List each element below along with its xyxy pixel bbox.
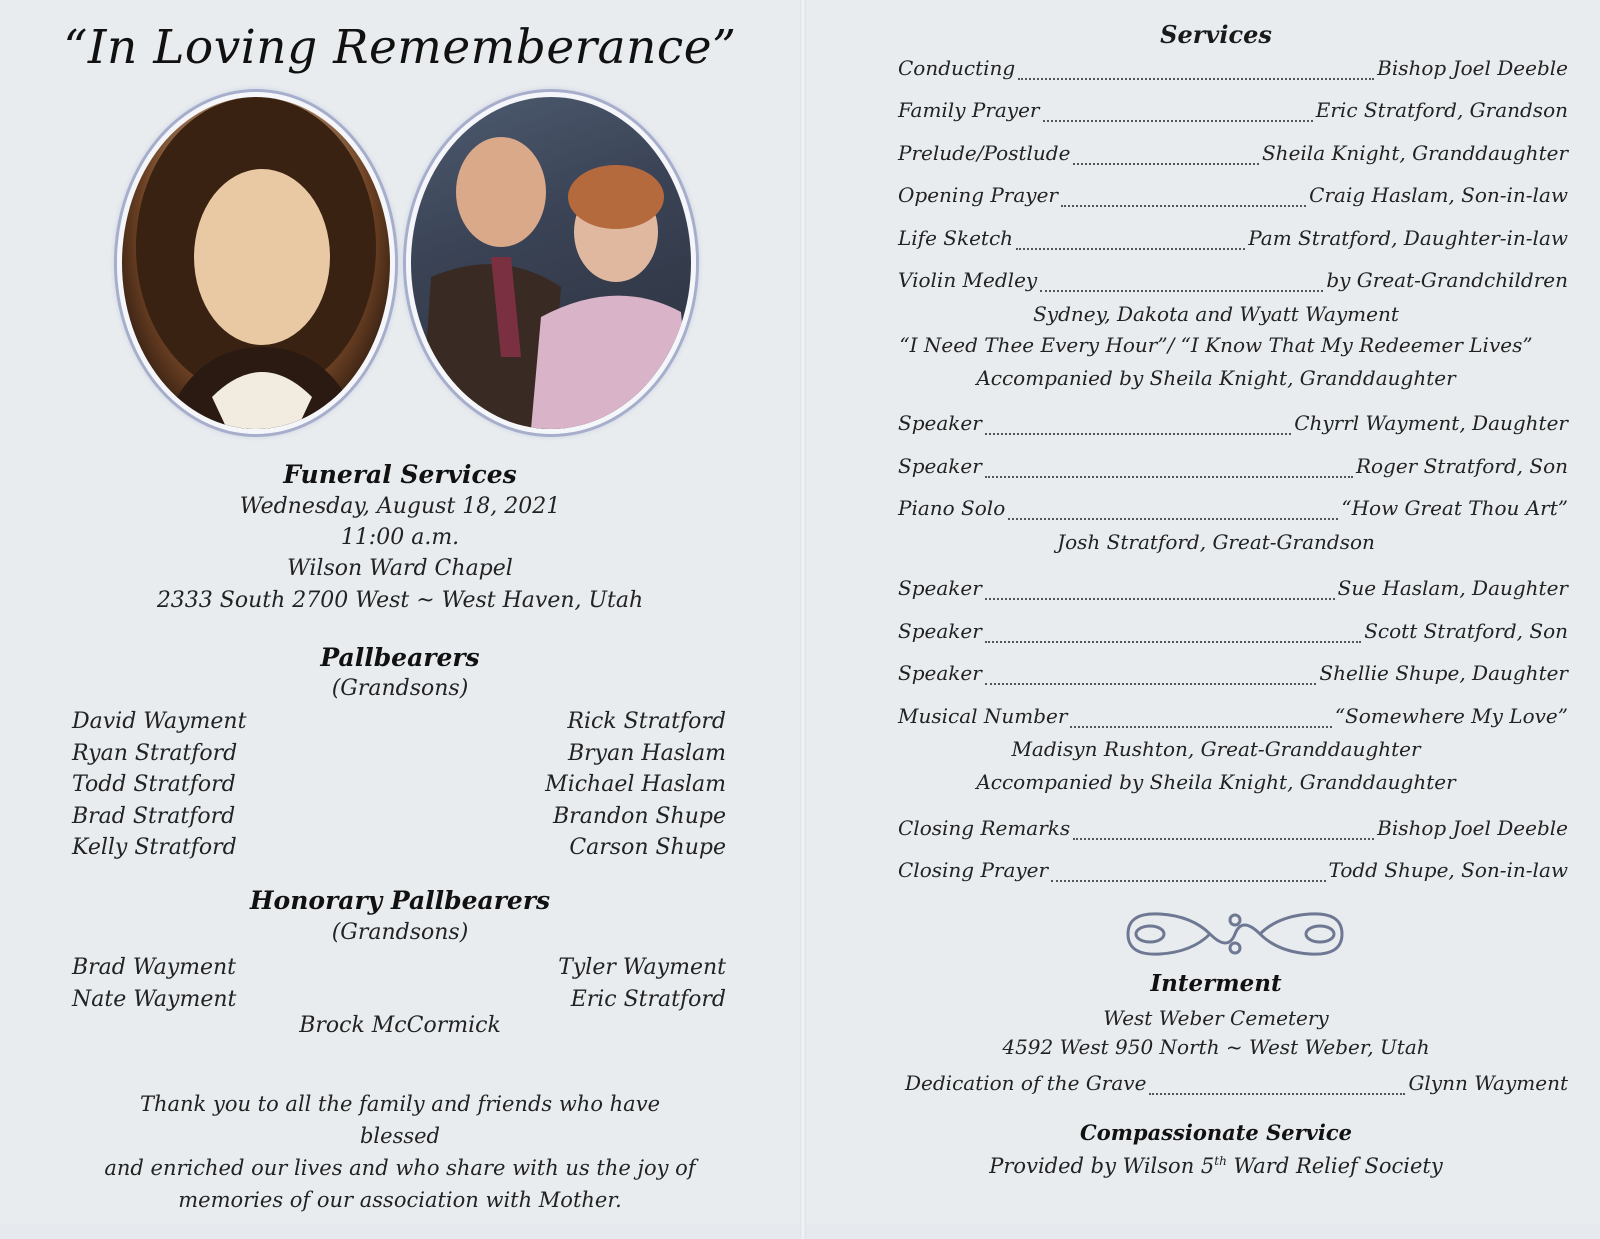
pallbearers-right-list — [545, 706, 726, 864]
service-value: Roger Stratford, Son — [1355, 454, 1568, 478]
service-label: Life Sketch — [898, 226, 1014, 250]
service-row-life-sketch — [898, 226, 1568, 258]
violin-note-accompanist: Accompanied by Sheila Knight, Granddaughter — [976, 366, 1456, 390]
list-item: Kelly Stratford — [72, 835, 237, 860]
musical-note-accompanist: Accompanied by Sheila Knight, Granddaughter — [976, 770, 1456, 794]
compassionate-heading: Compassionate Service — [1079, 1120, 1353, 1145]
dot-leader — [1040, 290, 1323, 292]
service-row-speaker — [898, 411, 1568, 443]
service-label: Speaker — [898, 454, 982, 478]
service-label: Opening Prayer — [898, 183, 1058, 207]
dot-leader — [985, 598, 1335, 600]
service-value: Scott Stratford, Son — [1364, 619, 1568, 643]
list-item: Nate Wayment — [72, 986, 237, 1012]
honorary-left-list — [72, 952, 236, 1015]
list-item: Tyler Wayment — [558, 955, 726, 980]
list-item: David Wayment — [72, 709, 247, 734]
dot-leader — [1070, 726, 1331, 728]
list-item: Rick Stratford — [567, 709, 726, 734]
honorary-center-name: Brock McCormick — [299, 1013, 501, 1038]
service-value: Chyrrl Wayment, Daughter — [1294, 411, 1568, 435]
flourish-ornament-icon — [1110, 906, 1360, 962]
portrait-photo-oval — [117, 92, 395, 434]
list-item: Michael Haslam — [545, 772, 726, 797]
service-row-opening-prayer — [898, 183, 1568, 215]
service-value: Shellie Shupe, Daughter — [1319, 661, 1568, 685]
funeral-time: 11:00 a.m. — [340, 525, 460, 550]
honorary-subheading: (Grandsons) — [331, 920, 469, 945]
thank-you-note — [100, 1088, 700, 1216]
service-row-speaker — [898, 619, 1568, 651]
compassionate-prefix: Provided by Wilson 5 — [989, 1154, 1215, 1178]
service-row-piano-solo — [898, 496, 1568, 528]
dot-leader — [985, 683, 1317, 685]
honorary-right-list — [558, 952, 726, 1015]
interment-place: West Weber Cemetery — [1103, 1006, 1329, 1030]
service-value: Sheila Knight, Granddaughter — [1261, 141, 1568, 165]
dot-leader — [1061, 205, 1306, 207]
service-label: Prelude/Postlude — [898, 141, 1071, 165]
dot-leader — [1008, 518, 1338, 520]
honorary-heading: Honorary Pallbearers — [249, 886, 551, 915]
service-row-speaker — [898, 454, 1568, 486]
list-item: Brad Wayment — [72, 955, 237, 980]
service-row-speaker — [898, 661, 1568, 693]
list-item: Brandon Shupe — [553, 803, 726, 829]
service-row-speaker — [898, 576, 1568, 608]
service-row-conducting — [898, 56, 1568, 88]
musical-note-performer: Madisyn Rushton, Great-Granddaughter — [1011, 737, 1421, 761]
pallbearers-left-list — [72, 706, 246, 864]
list-item: Todd Stratford — [72, 772, 236, 797]
funeral-address: 2333 South 2700 West ~ West Haven, Utah — [156, 588, 644, 613]
compassionate-line — [806, 1154, 1600, 1178]
compassionate-suffix: Ward Relief Society — [1226, 1154, 1443, 1178]
service-label: Closing Remarks — [898, 816, 1071, 840]
service-row-family-prayer — [898, 98, 1568, 130]
list-item: Eric Stratford — [570, 986, 726, 1012]
interment-address: 4592 West 950 North ~ West Weber, Utah — [1002, 1035, 1430, 1059]
dot-leader — [1051, 880, 1325, 882]
thanks-line: and enriched our lives and who share with us the joy of — [104, 1156, 696, 1180]
service-label: Conducting — [898, 56, 1016, 80]
dedication-label: Dedication of the Grave — [905, 1071, 1147, 1095]
piano-note-performer: Josh Stratford, Great-Grandson — [1057, 530, 1375, 554]
service-value: Sue Haslam, Daughter — [1337, 576, 1568, 600]
pallbearers-heading: Pallbearers — [320, 643, 480, 672]
funeral-heading: Funeral Services — [283, 460, 517, 489]
dedication-value: Glynn Wayment — [1408, 1071, 1568, 1095]
violin-note-songs: “I Need Thee Every Hour”/ “I Know That My Redeemer Lives” — [899, 333, 1533, 357]
service-label: Violin Medley — [898, 268, 1038, 292]
dot-leader — [1073, 163, 1259, 165]
service-value: Pam Stratford, Daughter-in-law — [1248, 226, 1568, 250]
ordinal-suffix: th — [1214, 1154, 1227, 1168]
service-label: Speaker — [898, 576, 982, 600]
thanks-line: memories of our association with Mother. — [178, 1188, 622, 1212]
thanks-line: Thank you to all the family and friends who have blessed — [139, 1092, 660, 1148]
dot-leader — [1149, 1093, 1405, 1095]
dot-leader — [985, 433, 1291, 435]
dot-leader — [1073, 838, 1374, 840]
service-value: “Somewhere My Love” — [1334, 704, 1568, 728]
service-label: Closing Prayer — [898, 858, 1049, 882]
service-value: Eric Stratford, Grandson — [1315, 98, 1568, 122]
service-value: by Great-Grandchildren — [1326, 268, 1568, 292]
service-row-musical-number — [898, 704, 1568, 736]
dedication-row — [905, 1071, 1568, 1103]
list-item: Bryan Haslam — [568, 740, 726, 766]
violin-note-performers: Sydney, Dakota and Wyatt Wayment — [1033, 302, 1399, 326]
service-value: Bishop Joel Deeble — [1377, 56, 1568, 80]
pallbearers-subheading: (Grandsons) — [331, 676, 469, 701]
service-label: Piano Solo — [898, 496, 1006, 520]
couple-photo-oval — [406, 92, 696, 434]
dot-leader — [1018, 78, 1374, 80]
service-label: Speaker — [898, 411, 982, 435]
service-label: Family Prayer — [898, 98, 1040, 122]
service-row-closing-prayer — [898, 858, 1568, 890]
list-item: Brad Stratford — [72, 803, 236, 829]
service-row-prelude — [898, 141, 1568, 173]
dot-leader — [985, 476, 1353, 478]
service-row-closing-remarks — [898, 816, 1568, 848]
dot-leader — [1016, 248, 1245, 250]
service-row-violin-medley — [898, 268, 1568, 300]
list-item: Ryan Stratford — [72, 740, 238, 766]
services-heading: Services — [1160, 20, 1272, 49]
service-label: Speaker — [898, 619, 982, 643]
service-value: Craig Haslam, Son-in-law — [1309, 183, 1568, 207]
dot-leader — [985, 641, 1361, 643]
funeral-date: Wednesday, August 18, 2021 — [239, 494, 561, 519]
funeral-place: Wilson Ward Chapel — [287, 556, 513, 581]
service-value: Todd Shupe, Son-in-law — [1328, 858, 1568, 882]
interment-heading: Interment — [1150, 970, 1282, 997]
service-value: Bishop Joel Deeble — [1377, 816, 1568, 840]
service-value: “How Great Thou Art” — [1341, 496, 1568, 520]
service-label: Musical Number — [898, 704, 1068, 728]
service-label: Speaker — [898, 661, 982, 685]
list-item: Carson Shupe — [569, 835, 726, 860]
page-title: “In Loving Rememberance” — [63, 20, 737, 75]
dot-leader — [1043, 120, 1313, 122]
